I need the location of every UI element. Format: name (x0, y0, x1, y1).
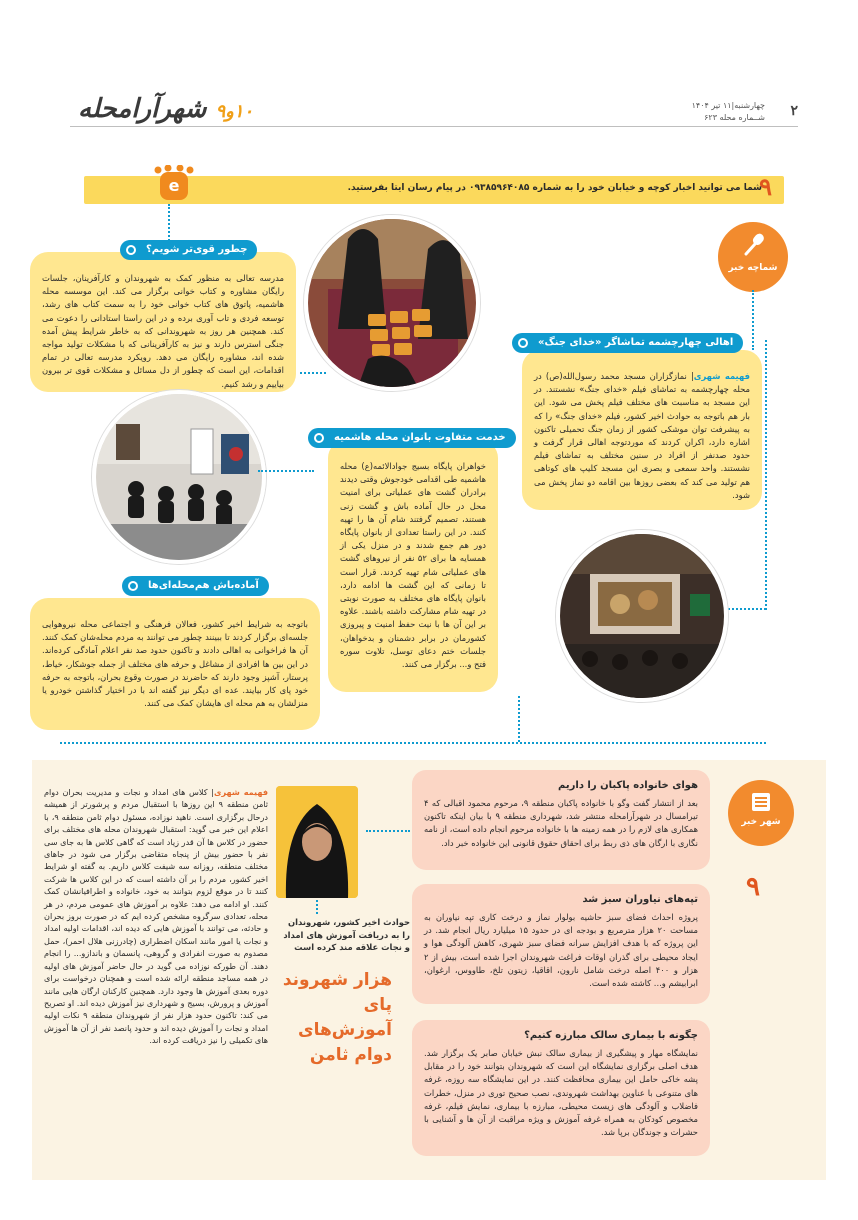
microphone-icon (738, 230, 768, 260)
photo-women-preparing-food (304, 215, 480, 391)
logo-region: ۱۰و۹ (215, 101, 254, 122)
connector-3 (518, 696, 520, 742)
feature-connector (366, 830, 410, 832)
connector-2 (258, 470, 314, 472)
section-stronger (30, 252, 296, 392)
newspaper-logo (78, 94, 253, 124)
connector-1 (300, 372, 326, 374)
date-line: چهارشنبه|۱۱ تیر ۱۴۰۴ (691, 101, 765, 110)
banner-connector (168, 204, 170, 244)
khoda-body: فهیمه شهری| نمازگزاران مسجد محمد رسول‌الله(ص) در محله چهارچشمه به تماشای فیلم «خدای جنگ» نشستند. در این مسجد به مناسبت های مختلف فیلم پخش می شود. این بار هم باتوجه به حوادث اخیر کشور، فیلم «خدای جنگ» را که به پیشرفت توان موشکی کشور از زمان جنگ تحمیلی تاکنون اشاره دارد، اکران کردند که موردتوجه اهالی قرار گرفت و حدود صدنفر از افراد در سنین مختلف به تماشای فیلم نشستند. واحد سمعی و بصری این مسجد کلیپ های کوتاهی هم تولید می کند که بعضی روزها بین اقامه دو نماز پخش می شود. (534, 371, 750, 500)
news-body: بعد از انتشار گفت وگو با خانواده پاکبان منطقه ۹، مرحوم محمود اقبالی که ۴ تیرامسال در شهرآرامحله منتشر شد، شهرداری منطقه ۹ با بیان اینکه تاکنون همکاری های لازم را در همه زمینه ها با خانواده مرحوم انجام داده است، از نامه نگاری با ارگان های ذی ربط برای احقاق حقوق قانونی این خانواده خبر داد. (424, 798, 698, 848)
amadeh-title-pill: آماده‌باش هم‌محله‌ای‌ها (122, 576, 269, 596)
khoda-title-pill: اهالی چهارچشمه تماشاگر «خدای جنگ» (512, 333, 743, 353)
photo-mosque-screening (556, 530, 728, 702)
portrait-connector (316, 900, 318, 914)
news-card-pakban (412, 770, 710, 870)
section-amadeh-bash (30, 598, 320, 730)
right-connector (765, 340, 767, 610)
newspaper-icon (749, 790, 773, 814)
feature-body: فهیمه شهری| کلاس های امداد و نجات و مدیریت بحران دوام ثامن منطقه ۹ این روزها با استقبال مردم و پرشورتر از همیشه درحال برگزاری است. ناهید نوزاده، مسئول دوام ثامن منطقه ۹، با اعلام این خبر می گوید: استقبال شهروندان محله های مختلف برای حضور در کلاس ها آن قدر زیاد است که گاهی کلاس ها به جای سی نفر با حضور بیش از پنجاه متقاضی برگزار می شود در جاهای مختلف منطقه، روزانه سه شیفت کلاس داریم. به گفته او شرایط اخیر کشور، مردم را بر آن داشته است که در این کلاس ها شرکت کنند تا در موقع لزوم بتوانند به خود، خانواده و اطرافیانشان کمک کنند. او ادامه می دهد: علاوه بر آموزش های عمومی مردم، در هر محله، تعدادی سرگروه مشخص کرده ایم که در صورت بروز بحران و حادثه، می توانند با آموزش هایی که دیده اند، اقدامات اولیه امداد و نجات یا امور مانند اسکان اضطراری (چادرزنی هلال احمر)، حمل مصدوم به صورت انفرادی و گروهی، پانسمان و باندازو... را انجام دهند. آن طورکه نوزاده می گوید در حال حاضر آموزش های اولیه در همه مساجد منطقه ارائه شده است و همچنان درخواست برای دوره بعدی آموزش ها وجود دارد. همچنین کارکنان ارگان هایی مانند آموزش و پرورش، بسیج و شهرداری نیز آموزش دیده اند. او تصریح می کند: تاکنون حدود هزار نفر از شهروندان منطقه ۹ نکات اولیه امداد و نجات را آموزش دیده اند و حدود پانصد نفر از آن ها آموزش های تکمیلی را نیز دریافت کرده اند. (44, 787, 268, 1046)
badge-connector (752, 290, 754, 350)
portrait-nahid-nozadeh (276, 786, 358, 898)
news-body: پروژه احداث فضای سبز حاشیه بولوار نماز و درخت کاری تپه نیاوران به مساحت ۲۰ هزار مترمربع و بودجه ای در حدود ۱۵ میلیارد ریال انجام شد. در این پروژه که با هدف افزایش سرانه فضای سبز شهری، کاهش آلودگی هوا و ایجاد محیطی برای گذران اوقات فراغت شهروندان اجرا شده است، بیش از ۲ هزار و ۴۰۰ اصله درخت شامل نارون، اقاقیا، زیتون تلخ، طاووس، ارغوان، ابرابیشم و... کاشته شده است. (424, 912, 698, 989)
news-title: هوای خانواده پاکبان را داریم (558, 780, 698, 791)
issue-line: شــماره محله ۶۲۳ (704, 113, 765, 122)
bottom-connector (60, 742, 766, 744)
notification-dots-icon (152, 160, 196, 170)
hashemieh-body: خواهران پایگاه بسیج جوادالائمه(ع) محله هاشمیه طی اقدامی خودجوش وقتی دیدند برادران گشت های عملیاتی برای امنیت محل در حال آماده باش و گشت زنی هستند، تصمیم گرفتند شام آن ها را تهیه کنند. در این راستا تعدادی از بانوان پایگاه دور هم جمع شدند و در منزل یکی از همسایه ها برای ۵۲ نفر از نیروهای گشت های عملیاتی شام تهیه کردند. قرار است تا زمانی که این گشت ها ادامه دارد، بانوان پایگاه های مختلف به صورت نوبتی در تهیه شام مشارکت داشته باشند. علاوه بر این آن ها با نیت حفظ امنیت و پیروزی کشورمان در برابر دشمنان و بدخواهان، جلسات ختم دعای توسل، تلاوت سوره فتح و... برگزار می کنند. (340, 461, 486, 670)
banner-text: شما می توانید اخبار کوچه و خیابان خود را به شماره ۰۹۳۸۵۹۶۴۰۸۵ در پیام رسان ایتا بفرستید. (347, 183, 762, 193)
region-nine-mark-lower: ۹ (746, 872, 760, 902)
page-number: ۲ (790, 103, 798, 119)
amadeh-body: باتوجه به شرایط اخیر کشور، فعالان فرهنگی و اجتماعی محله نیروهوایی جلسه‌ای برگزار کردند تا ببینند چطور می توانند به مردم محله‌شان کمک کنند. آن ها فراخوانی به اهالی دادند و تاکنون حدود صد نفر اعلام آمادگی کرده‌اند. در این بین ها افرادی از مشاغل و حرفه های مختلف از جمله جوشکار، خیاط، پرستار، آشپز وجود دارند که حاضرند در صورت وقوع بحران، باتوجه به حرفه خود پای کار بیایند. عده ای دیگر نیز گفته اند با در اختیار گذاشتن خودرو یا منزلشان به هم محله ای هایشان کمک می کنند. (42, 619, 308, 709)
logo-text: شهرآرامحله (78, 94, 207, 124)
news-card-salak (412, 1020, 710, 1156)
eitaa-app-icon: e (160, 172, 188, 200)
issue-info (645, 100, 765, 124)
shahr-khabar-badge: شهر خبر (728, 780, 794, 846)
feature-headline: هزار شهروند پای آموزش‌های دوام ثامن (282, 970, 392, 1065)
stronger-title-pill: چطور قوی‌تر شویم؟ (120, 240, 257, 260)
section-hashemieh (328, 440, 498, 692)
shamche-khabar-badge: شماچه خبر (718, 222, 788, 292)
header-divider (70, 126, 798, 127)
news-title: چگونه با بیماری سالک مبارزه کنیم؟ (524, 1030, 698, 1041)
section-khoda-jang (522, 350, 762, 510)
hashemieh-title-pill: خدمت متفاوت بانوان محله هاشمیه (308, 428, 516, 448)
feature-article (44, 786, 268, 1047)
news-card-niavaran (412, 884, 710, 1004)
region-nine-mark: ۹ (759, 172, 772, 201)
photo-classroom (92, 390, 266, 564)
stronger-body: مدرسه تعالی به منظور کمک به شهروندان و کارآفرینان، جلسات رایگان مشاوره و کتاب خوانی برگزار می کند. این موسسه محله هاشمیه، پاتوق های کتاب خوانی خود را به سمت کتاب های رشد، توسعه فردی و تاب آوری برده و در این راستا استادانی را دعوت می کند. همچنین هر روز به شهروندانی که به خاطر شرایط پیش آمده جنگی استرس دارند و نیز به کارآفرینانی که با مشکلات تولید مواجه شده اند، مشاوره رایگان می دهد. رویکرد مدرسه تعالی در تمام اقدامات، این است که چطور از دل مسائل و مشکلات قوی تر بیرون بیاییم و رشد کنیم. (42, 273, 284, 389)
news-title: تپه‌های نیاوران سبز شد (582, 894, 698, 905)
news-body: نمایشگاه مهار و پیشگیری از بیماری سالک نبش خیابان صابر یک برگزار شد. هدف اصلی برگزاری نمایشگاه این است که شهروندان بتوانند خود را در مقابل پشه خاکی حامل این بیماری محافظت کنند. در این نمایشگاه سه روزه، غرفه های متنوعی با عناوین بهداشت شهروندی، نصب صحیح توری در منزل، خطرات فاضلاب و آلودگی های زیست محیطی، مبارزه با بیماری، نمایش فیلم، غرفه مخصوص کودکان به همراه غرفه آموزش و ویژه مراقبت از آن ها و آشنایی با حشرات و جوندگان برپا شد. (424, 1048, 698, 1138)
feature-lead: حوادث اخیر کشور، شهروندان را به دریافت آموزش های امداد و نجات علاقه مند کرده است (283, 917, 410, 953)
